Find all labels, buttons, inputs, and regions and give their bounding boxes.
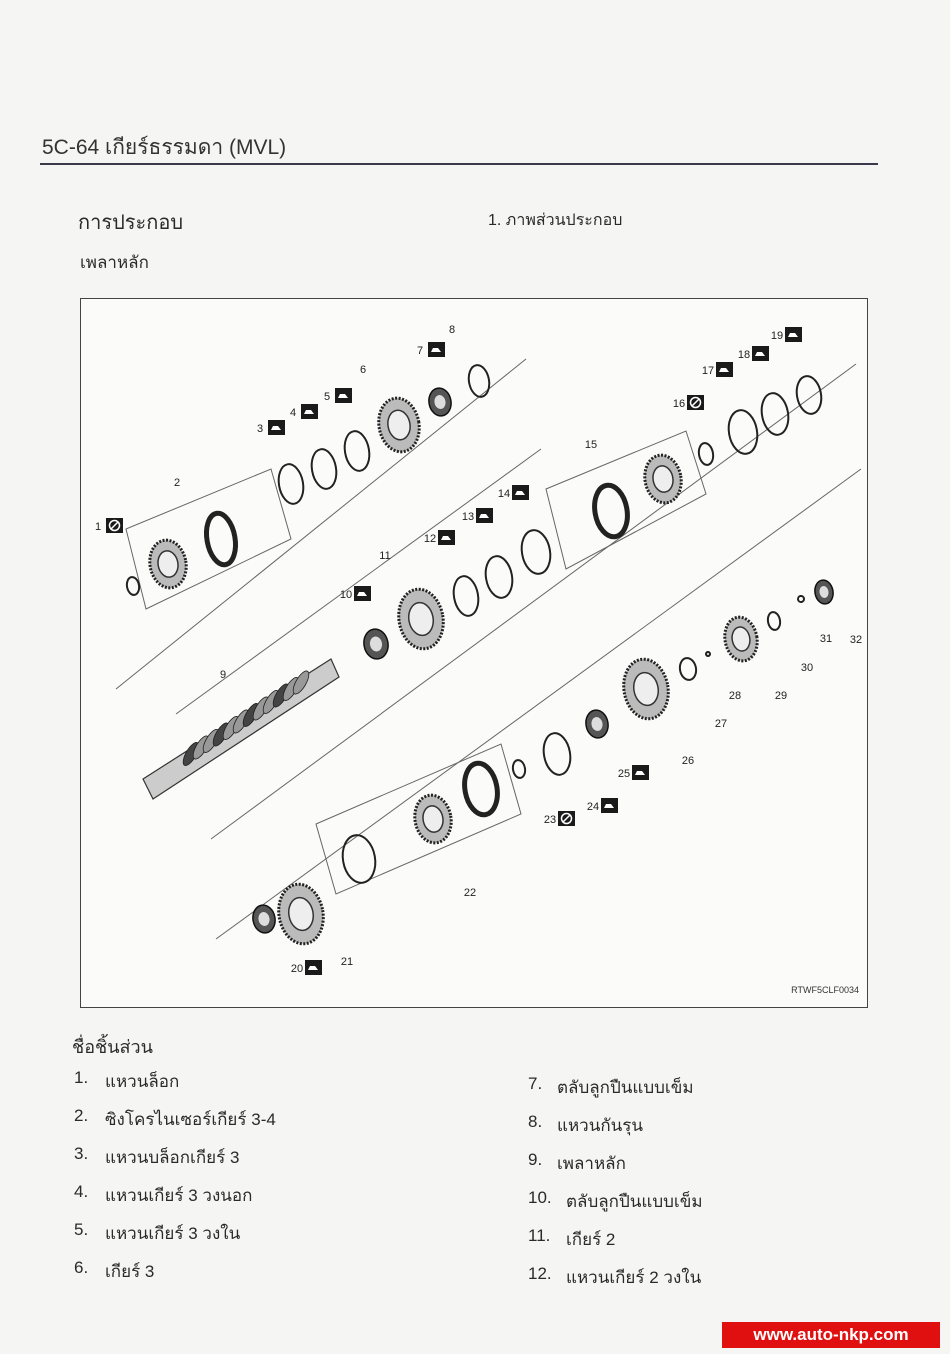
ring-part: [483, 554, 516, 600]
part-name: ซิงโครไนเซอร์เกียร์ 3-4: [105, 1110, 276, 1129]
part-number: 5.: [74, 1220, 89, 1239]
part-number: 6.: [74, 1258, 89, 1277]
ring-part: [541, 731, 574, 777]
part-item: [528, 1112, 643, 1139]
part-number: 4.: [74, 1182, 89, 1201]
ring-part: [759, 391, 792, 437]
part-name: แหวนกันรุน: [557, 1116, 643, 1135]
section-title: การประกอบ: [78, 212, 184, 234]
callout-number: 4: [289, 407, 297, 419]
part-name: แหวนเกียร์ 3 วงนอก: [105, 1186, 253, 1205]
sleeve-part: [461, 761, 502, 818]
callout-number: 32: [849, 634, 863, 646]
ring-part: [767, 611, 782, 631]
part-number: 10.: [528, 1188, 552, 1207]
callout-number: 25: [617, 768, 631, 780]
callout-number: 6: [359, 364, 367, 376]
exploded-view-diagram: [80, 298, 868, 1008]
callout-number: 26: [681, 755, 695, 767]
callout-number: 19: [770, 330, 784, 342]
callout-number: 21: [340, 956, 354, 968]
callout-number: 12: [423, 533, 437, 545]
callout-number: 14: [497, 488, 511, 500]
callout-number: 7: [416, 345, 424, 357]
callout-number: 24: [586, 801, 600, 813]
part-item: [528, 1226, 615, 1253]
part-item: [74, 1220, 240, 1247]
callout-number: 30: [800, 662, 814, 674]
callout-number: 3: [256, 423, 264, 435]
watermark-link[interactable]: www.auto-nkp.com: [722, 1322, 940, 1348]
part-item: [528, 1188, 703, 1215]
part-name: แหวนเกียร์ 3 วงใน: [105, 1224, 241, 1243]
callout-number: 22: [463, 887, 477, 899]
ring-part: [798, 596, 805, 603]
ring-part: [678, 657, 698, 681]
assembly-outline: [211, 364, 856, 839]
part-item: [528, 1264, 701, 1291]
callout-number: 28: [728, 690, 742, 702]
ring-part: [309, 447, 340, 491]
part-item: [74, 1068, 179, 1095]
part-name: แหวนเกียร์ 2 วงใน: [566, 1268, 702, 1287]
ring-part: [512, 759, 527, 779]
assembly-outline: [116, 359, 526, 689]
ring-part: [706, 652, 711, 657]
part-item: [528, 1150, 626, 1177]
callout-number: 31: [819, 633, 833, 645]
part-name: แหวนบล็อกเกียร์ 3: [105, 1148, 240, 1167]
part-number: 3.: [74, 1144, 89, 1163]
part-item: [74, 1144, 239, 1171]
callout-number: 15: [584, 439, 598, 451]
sleeve-part: [203, 511, 240, 567]
callout-number: 9: [219, 669, 227, 681]
part-name: แหวนล็อก: [105, 1072, 180, 1091]
header-divider: [40, 163, 878, 165]
figure-code: RTWF5CLF0034: [791, 985, 859, 995]
diagram-canvas: [81, 299, 869, 1009]
callout-number: 17: [701, 365, 715, 377]
part-name: เกียร์ 2: [566, 1230, 616, 1249]
part-number: 11.: [528, 1226, 551, 1245]
callout-number: 29: [774, 690, 788, 702]
callout-number: 13: [461, 511, 475, 523]
callout-number: 10: [339, 589, 353, 601]
ring-part: [276, 462, 307, 506]
part-name: เพลาหลัก: [557, 1154, 626, 1173]
ring-part: [342, 429, 373, 473]
part-number: 12.: [528, 1264, 552, 1283]
part-name: เกียร์ 3: [105, 1262, 155, 1281]
callout-number: 2: [173, 477, 181, 489]
part-name: ตลับลูกปืนแบบเข็ม: [566, 1192, 703, 1211]
ring-part: [794, 374, 824, 416]
sleeve-part: [591, 483, 632, 540]
parts-list-title: ชื่อชิ้นส่วน: [72, 1037, 153, 1057]
page-title: 5C-64 เกียร์ธรรมดา (MVL): [42, 136, 287, 159]
callout-number: 11: [379, 550, 391, 562]
callout-number: 20: [290, 963, 304, 975]
part-number: 9.: [528, 1150, 543, 1169]
part-item: [74, 1106, 276, 1133]
callout-number: 23: [543, 814, 557, 826]
callout-number: 5: [323, 391, 331, 403]
part-item: [74, 1258, 154, 1285]
ring-part: [725, 408, 760, 456]
part-number: 2.: [74, 1106, 89, 1125]
ring-part: [518, 528, 553, 576]
figure-title: 1. ภาพส่วนประกอบ: [488, 212, 623, 229]
section-subtitle: เพลาหลัก: [80, 253, 149, 272]
assembly-outline: [216, 469, 861, 939]
part-item: [74, 1182, 252, 1209]
callout-number: 8: [448, 324, 456, 336]
part-name: ตลับลูกปืนแบบเข็ม: [557, 1078, 694, 1097]
ring-part: [451, 574, 482, 618]
callout-number: 27: [714, 718, 728, 730]
callout-number: 1: [94, 521, 102, 533]
part-number: 1.: [74, 1068, 89, 1087]
part-number: 8.: [528, 1112, 543, 1131]
ring-part: [697, 442, 715, 466]
part-number: 7.: [528, 1074, 543, 1093]
callout-number: 18: [737, 349, 751, 361]
callout-number: 16: [672, 398, 686, 410]
part-item: [528, 1074, 694, 1101]
ring-part: [466, 364, 491, 399]
